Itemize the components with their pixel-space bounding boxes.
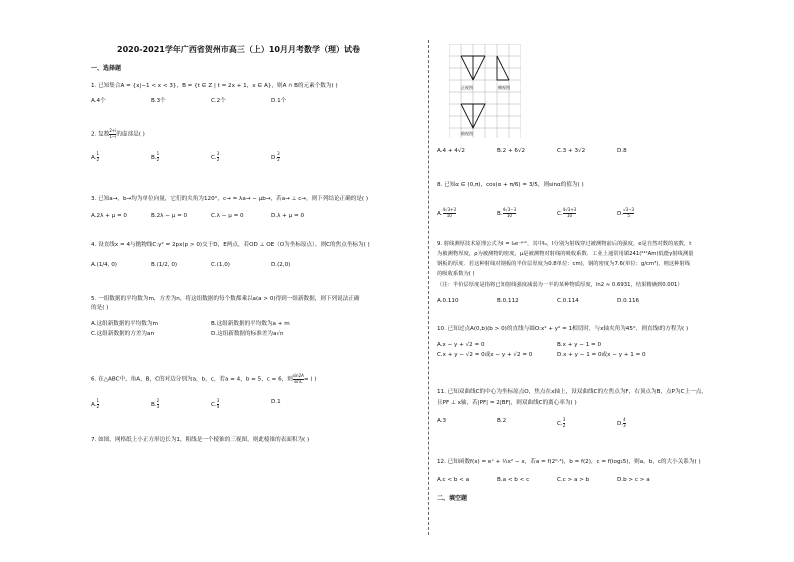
q6-option-a-label: A.	[91, 401, 97, 408]
q6-fraction	[293, 374, 304, 384]
q12-option-b[interactable]: B.a < b < c	[497, 477, 530, 483]
question-9-line-4: 的吸收系数为( )	[437, 271, 475, 277]
q11-option-d[interactable]	[617, 418, 677, 428]
q3-option-b[interactable]: B.2λ − μ = 0	[151, 213, 188, 219]
question-1-options	[91, 98, 331, 105]
section-heading-fill-in: 二、填空题	[437, 495, 468, 502]
q8-option-c[interactable]	[557, 208, 617, 218]
q6-option-d-label: D.1	[271, 399, 281, 405]
q1-option-c[interactable]: C.2个	[211, 98, 226, 104]
q8-option-c-frac	[563, 208, 577, 218]
question-6-options	[91, 399, 331, 409]
q2-option-c-den: 2	[216, 156, 220, 162]
q6-option-a-den: 2	[96, 403, 100, 409]
question-8-text: 8. 已知α ∈ (0,π)，cos(α + π/6) = 3/5，则sinα的值为( )	[437, 182, 584, 188]
q2-option-a-num: 1	[96, 151, 100, 156]
q11-option-d-num: 4	[623, 417, 626, 422]
q7-option-b[interactable]: B.2 + 6√2	[497, 148, 526, 154]
q8-option-c-num: 4√3+3	[562, 207, 577, 212]
q9-option-b[interactable]: B.0.112	[497, 298, 519, 304]
q2-option-d[interactable]	[271, 152, 331, 162]
q11-option-b-label: B.2	[497, 418, 507, 424]
q12-option-c[interactable]: C.c > a > b	[557, 477, 590, 483]
q3-option-d[interactable]: D.λ + μ = 0	[271, 213, 304, 219]
q2-frac-num: 2+i	[109, 128, 117, 133]
q11-option-d-den: 3	[623, 422, 626, 428]
section-heading-choice: 一、选择题	[91, 65, 122, 72]
page-title: 2020-2021学年广西省贺州市高三（上）10月月考数学（理）试卷	[117, 45, 360, 54]
q11-option-c-num: 3	[562, 417, 566, 422]
q2-option-b-frac	[157, 152, 160, 162]
q8-option-d-frac	[623, 208, 634, 218]
question-2-options	[91, 152, 331, 162]
question-9-options	[437, 298, 677, 305]
q5-option-c[interactable]: C.这组新数据的方差为an	[91, 331, 155, 337]
q11-option-c-label: C.	[557, 420, 563, 427]
q2-option-c-frac	[217, 152, 220, 162]
q11-option-c[interactable]	[557, 418, 617, 428]
q6-option-c-num: 3	[216, 398, 220, 403]
q8-option-b-num: 4√3−3	[502, 207, 517, 212]
q3-option-c[interactable]: C.λ − μ = 0	[211, 213, 244, 219]
q8-option-a-frac	[443, 208, 457, 218]
q6-option-b-den: 3	[156, 403, 160, 409]
q6-option-d[interactable]	[271, 399, 331, 409]
q8-option-d-den: 5	[627, 212, 630, 218]
q2-option-b-den: 2	[156, 156, 160, 162]
column-divider	[428, 40, 429, 535]
diagram-grid	[449, 44, 521, 138]
q6-option-c-den: 4	[216, 403, 220, 409]
q8-option-c-den: 10	[566, 212, 572, 218]
q9-option-d[interactable]: D.0.116	[617, 298, 640, 304]
question-7-options	[437, 148, 677, 155]
q8-option-c-label: C.	[557, 210, 563, 217]
q2-option-a-den: 2	[96, 156, 100, 162]
q7-option-a[interactable]: A.4 + 4√2	[437, 148, 465, 154]
q8-option-a[interactable]	[437, 208, 497, 218]
q9-option-c[interactable]: C.0.114	[557, 298, 579, 304]
q2-text-before: 2. 复数	[91, 131, 110, 138]
q2-option-c[interactable]	[211, 152, 271, 162]
q6-option-c[interactable]	[211, 399, 271, 409]
q2-option-c-num: 3	[216, 151, 220, 156]
q2-text-after: 的虚部是( )	[116, 131, 145, 138]
front-view-label: 正视图	[461, 85, 473, 90]
q8-option-b-label: B.	[497, 210, 503, 217]
question-5-text: 5. 一组数据的平均数为m，方差为n，将这组数据的每个数都乘以a(a > 0)得到一组新数据，则下列说法正确	[91, 296, 360, 302]
q6-option-b[interactable]	[151, 399, 211, 409]
q2-option-a[interactable]	[91, 152, 151, 162]
q11-option-c-den: 2	[562, 422, 566, 428]
question-6-text	[91, 374, 316, 384]
q6-option-a[interactable]	[91, 399, 151, 409]
q6-option-b-label: B.	[151, 401, 157, 408]
q2-option-d-frac	[277, 152, 280, 162]
q11-option-d-frac	[623, 418, 626, 428]
question-11-text: 11. 已知双曲线C的中心为坐标原点O，焦点在x轴上，设双曲线C的左焦点为F，右顶点为B，点P为C上一点，	[437, 389, 707, 395]
q6-frac-den: sinC	[294, 378, 303, 384]
q12-option-a[interactable]: A.c < b < a	[437, 477, 470, 483]
q10-option-a[interactable]: A.x − y + √2 = 0	[437, 342, 485, 348]
q5-option-a[interactable]: A.这组新数据的平均数为m	[91, 321, 158, 327]
q7-option-d[interactable]: D.8	[617, 148, 627, 154]
q11-option-a[interactable]	[437, 418, 497, 428]
q2-option-b[interactable]	[151, 152, 211, 162]
q1-option-b[interactable]: B.3个	[151, 98, 166, 104]
q6-option-a-frac	[97, 399, 100, 409]
q1-option-d[interactable]: D.1个	[271, 98, 287, 104]
q6-text-after: = ( )	[303, 376, 317, 383]
q2-option-d-den: 2	[277, 156, 280, 162]
q7-option-c[interactable]: C.3 + 3√2	[557, 148, 586, 154]
question-1-text: 1. 已知集合A = {x|−1 < x < 3}，B = {t ∈ Z | t = 2x + 1，x ∈ A}，则A ∩ B的元素个数为( )	[91, 83, 338, 89]
q8-option-b[interactable]	[497, 208, 557, 218]
q1-option-a[interactable]: A.4个	[91, 98, 106, 104]
question-9-line-2: 为被测物厚度，ρ为被测物的密度，μ是被测物对射线的吸收系数．工业上通常用镅241(²⁴¹Am)低能γ射线测量	[437, 251, 694, 257]
q8-option-b-frac	[503, 208, 517, 218]
q6-frac-num: sin2A	[292, 373, 304, 378]
side-view-label: 侧视图	[498, 85, 510, 90]
question-4-options	[91, 262, 331, 269]
question-9-note: （注：半价层厚度是指将已知射线强度减弱为一半的某种物质厚度，ln2 ≈ 0.6931，结果精确到0.001）	[437, 282, 683, 288]
q10-option-c[interactable]: C.x + y − √2 = 0或x − y + √2 = 0	[437, 352, 533, 358]
q2-option-b-label: B.	[151, 154, 157, 161]
question-11-options	[437, 418, 677, 428]
q4-option-c[interactable]: C.(1,0)	[211, 262, 230, 268]
question-9-line-1: 9. 射线测厚技术原理公式为I = I₀e⁻ᵖᵘᵗ，其中I₀，I分别为射线穿过被测物前后的强度，e是自然对数的底数，t	[437, 241, 692, 247]
q8-option-a-label: A.	[437, 210, 443, 217]
q10-option-b[interactable]: B.x + y − 1 = 0	[557, 342, 602, 348]
q11-option-d-label: D.	[617, 420, 624, 427]
q4-option-a[interactable]: A.(1/4, 0)	[91, 262, 117, 268]
q8-option-d-num: √3−3	[623, 207, 635, 212]
q8-option-a-num: 4√3+3	[442, 207, 457, 212]
q2-option-b-num: 1	[156, 151, 160, 156]
q10-option-d[interactable]: D.x + y − 1 = 0或x − y + 1 = 0	[557, 352, 646, 358]
q2-option-a-frac	[97, 152, 100, 162]
question-2-text	[91, 129, 145, 139]
question-4-text: 4. 设直线x = 4与抛物线C:y² = 2px(p > 0)交于D，E两点，若OD ⊥ OE（O为坐标原点），则C的焦点坐标为( )	[91, 242, 370, 248]
q5-option-b[interactable]: B.这组新数据的平均数为a + m	[211, 321, 290, 327]
q8-option-d-label: D.	[617, 210, 624, 217]
q6-option-c-frac	[217, 399, 220, 409]
q2-option-d-label: D.	[271, 154, 278, 161]
q11-option-b[interactable]	[497, 418, 557, 428]
question-11-text-line2: 且PF ⊥ x轴，若|PF| = 2|BF|，则双曲线C的离心率为( )	[437, 400, 577, 406]
q2-option-d-num: 3	[277, 151, 280, 156]
q8-option-d[interactable]	[617, 208, 677, 218]
q4-option-d[interactable]: D.(2,0)	[271, 262, 291, 268]
q2-option-a-label: A.	[91, 154, 97, 161]
q4-option-b[interactable]: B.(1/2, 0)	[151, 262, 178, 268]
q12-option-d[interactable]: D.b > c > a	[617, 477, 650, 483]
question-12-options	[437, 477, 677, 484]
q3-option-a[interactable]: A.2λ + μ = 0	[91, 213, 127, 219]
question-9-line-3: 钢板的厚度．若这种射线对钢板的半价层厚度为0.8单位：cm)，钢的密度为7.6(单位：g/cm³)，则这种射线	[437, 261, 691, 267]
question-7-text: 7. 如图，网格纸上小正方形边长为1，粗线是一个棱锥的三视图，则此棱锥的表面积为( )	[91, 437, 310, 443]
q6-text-before: 6. 在△ABC中，角A，B，C的对边分别为a，b，c，若a = 4，b = 5，c = 6，则	[91, 376, 293, 383]
question-8-options	[437, 208, 677, 218]
top-view-label: 俯视图	[461, 131, 473, 136]
q6-option-b-num: 2	[156, 398, 160, 403]
question-12-text: 12. 已知函数f(x) = eˣ + ½x² − x，若a = f(2⁰·³)，b = f(2)，c = f(log₂5)，则a，b，c的大小关系为( )	[437, 459, 701, 465]
q11-option-c-frac	[563, 418, 566, 428]
q2-frac-den: 1−i	[109, 133, 117, 139]
question-10-text: 10. 已知过点A(0,b)(b > 0)的直线与圆O:x² + y² = 1相切时，与x轴夹角为45°，则直线l的方程为( )	[437, 326, 689, 332]
question-3-options	[91, 213, 331, 220]
q6-option-b-frac	[157, 399, 160, 409]
q9-option-a[interactable]: A.0.110	[437, 298, 459, 304]
q6-option-c-label: C.	[211, 401, 217, 408]
q11-option-a-label: A.3	[437, 418, 447, 424]
q8-option-a-den: 10	[446, 212, 452, 218]
question-5-text-line2: 的是( )	[91, 305, 109, 311]
q8-option-b-den: 10	[506, 212, 512, 218]
three-view-diagram	[449, 44, 521, 138]
q2-option-c-label: C.	[211, 154, 217, 161]
q6-option-a-num: 1	[96, 398, 100, 403]
q5-option-d[interactable]: D.这组新数据的标准差为a√n	[211, 331, 284, 337]
question-3-text: 3. 已知a→，b→均为单位向量，它们的夹角为120°，c→ = λa→ − μb→，若a→ ⊥ c→，则下列结论正确的是( )	[91, 196, 369, 202]
